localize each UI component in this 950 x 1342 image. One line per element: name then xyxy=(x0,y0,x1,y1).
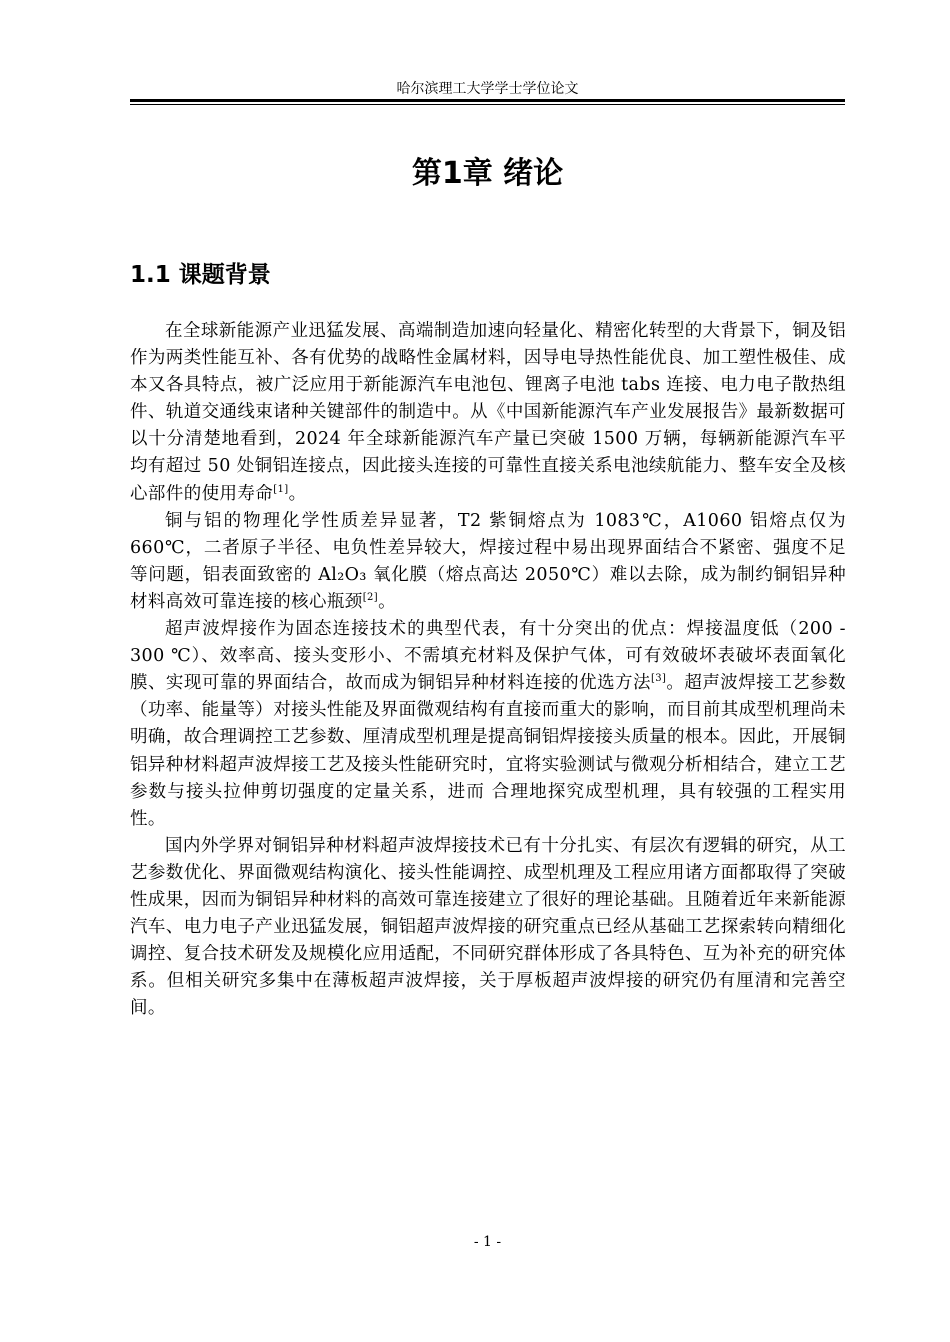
paragraph-text: 在全球新能源产业迅猛发展、高端制造加速向轻量化、精密化转型的大背景下，铜及铝作为两类性能互补、各有优势的战略性金属材料，因导电导热性能优良、加工塑性极佳、成本又各具特点，被广泛应用于新能源汽车电池包、锂离子电池 tabs 连接、电力电子散热组件、轨道交通线束诸种关键部件的制造中。从《中国新能源汽车产业发展报告》最新数据可以十分清楚地看到，2024 年全球新能源汽车产量已突破 1500 万辆，每辆新能源汽车平均有超过 50 处铜铝连接点，因此接头连接的可靠性直接关系电池续航能力、整车安全及核心部件的使用寿命 xyxy=(130,321,846,504)
paragraph-text: 铜与铝的物理化学性质差异显著，T2 紫铜熔点为 1083℃，A1060 铝熔点仅为 660℃，二者原子半径、电负性差异较大，焊接过程中易出现界面结合不紧密、强度不足等问题，铝表面致密的 Al₂O₃ 氧化膜（熔点高达 2050℃）难以去除，成为制约铜铝异种材料高效可靠连接的核心瓶颈 xyxy=(130,510,846,612)
paragraph-2 xyxy=(130,508,846,616)
paragraph-3 xyxy=(130,616,846,833)
paragraph-text: 。 xyxy=(288,483,307,504)
chapter-title: 第1章 绪论 xyxy=(411,156,564,191)
header-rule-thin xyxy=(130,104,845,105)
running-header: 哈尔滨理工大学学士学位论文 xyxy=(396,81,579,97)
paragraph-1 xyxy=(130,318,846,508)
citation: [3] xyxy=(650,673,667,685)
page-number: - 1 - xyxy=(473,1234,502,1250)
header-rule-thick xyxy=(130,99,845,102)
paragraph-text: 国内外学界对铜铝异种材料超声波焊接技术已有十分扎实、有层次有逻辑的研究，从工艺参数优化、界面微观结构演化、接头性能调控、成型机理及工程应用诸方面都取得了突破性成果，因而为铜铝异种材料的高效可靠连接建立了很好的理论基础。且随着近年来新能源汽车、电力电子产业迅猛发展，铜铝超声波焊接的研究重点已经从基础工艺探索转向精细化调控、复合技术研发及规模化应用适配，不同研究群体形成了各具特色、互为补充的研究体系。但相关研究多集中在薄板超声波焊接，关于厚板超声波焊接的研究仍有厘清和完善空间。 xyxy=(130,835,846,1019)
paragraph-text: 。 xyxy=(378,591,396,612)
citation: [1] xyxy=(273,483,289,495)
body-text xyxy=(130,318,846,1022)
section-title: 1.1 课题背景 xyxy=(130,262,271,288)
paragraph-4 xyxy=(130,833,846,1023)
citation: [2] xyxy=(362,592,379,604)
paragraph-text: 超声波焊接作为固态连接技术的典型代表，有十分突出的优点：焊接温度低（200 - 300 ℃）、效率高、接头变形小、不需填充材料及保护气体，可有效破坏表破坏表面氧化膜、实现可靠的界面结合，故而成为铜铝异种材料连接的优选方法 xyxy=(130,619,846,694)
paragraph-text: 。超声波焊接工艺参数（功率、能量等）对接头性能及界面微观结构有直接而重大的影响，而目前其成型机理尚未明确，故合理调控工艺参数、厘清成型机理是提高铜铝焊接接头质量的根本。因此，开展铜铝异种材料超声波焊接工艺及接头性能研究时，宜将实验测试与微观分析相结合，建立工艺参数与接头拉伸剪切强度的定量关系，进而 合理地探究成型机理，具有较强的工程实用性。 xyxy=(130,673,846,829)
